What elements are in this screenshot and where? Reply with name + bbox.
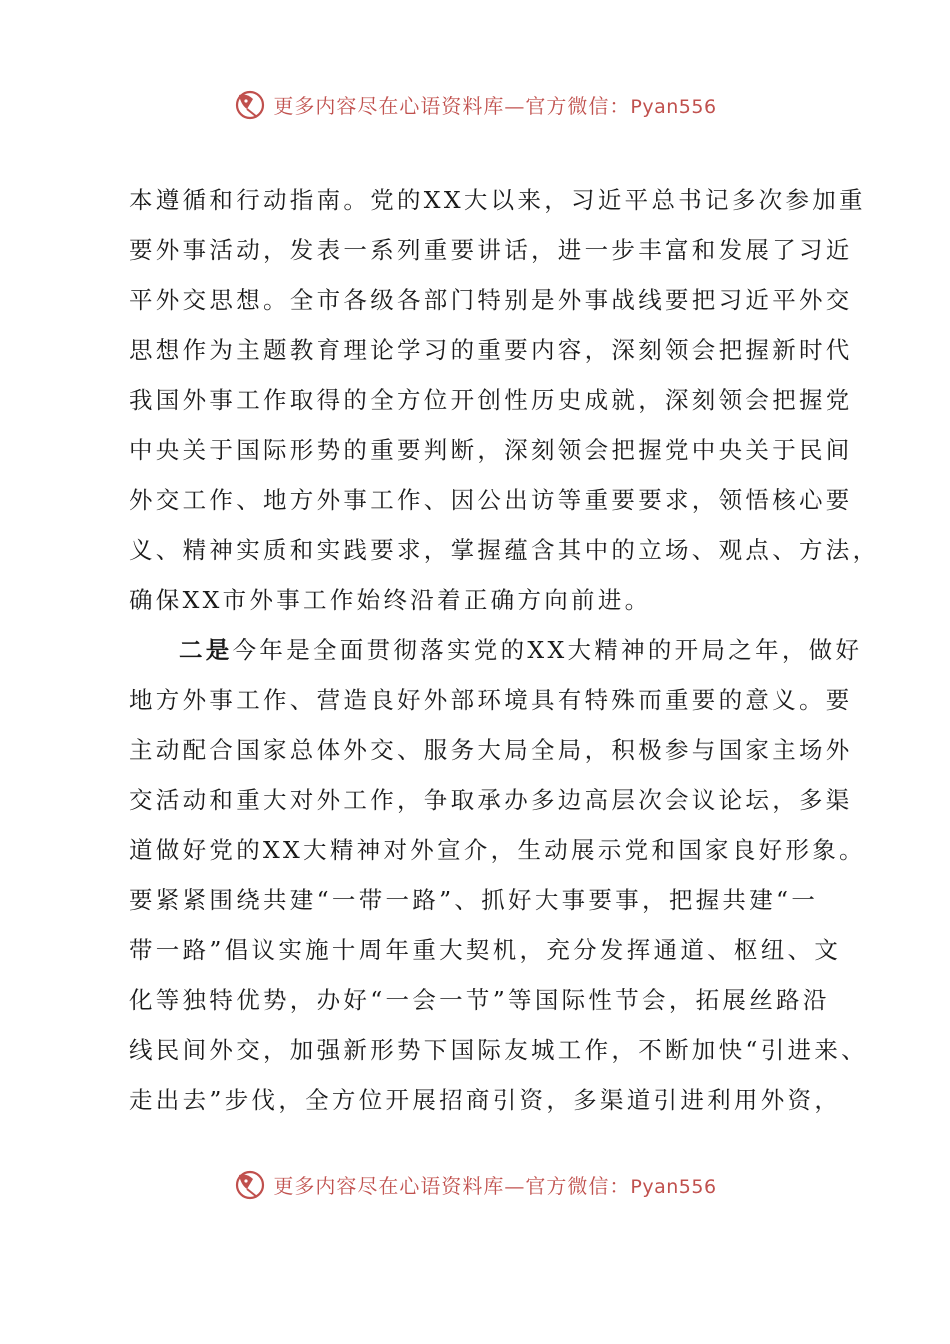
paragraph-2-line: 化等独特优势，办好“一会一节”等国际性节会，拓展丝路沿 xyxy=(129,986,830,1014)
paragraph-1-line: 平外交思想。全市各级各部门特别是外事战线要把习近平外交 xyxy=(129,286,853,314)
paragraph-1-line: 本遵循和行动指南。党的XX大以来，习近平总书记多次参加重 xyxy=(129,186,866,214)
paragraph-2-line: 走出去”步伐，全方位开展招商引资，多渠道引进利用外资， xyxy=(129,1086,842,1114)
paragraph-1-line: 外交工作、地方外事工作、因公出访等重要要求，领悟核心要 xyxy=(129,486,853,514)
document-body xyxy=(129,175,880,1125)
footer-banner xyxy=(0,1164,950,1204)
banner-text: 更多内容尽在心语资料库—官方微信：Pyan556 xyxy=(273,93,717,118)
pen-nib-logo-icon xyxy=(233,87,267,121)
paragraph-1-line: 思想作为主题教育理论学习的重要内容，深刻领会把握新时代 xyxy=(129,336,853,364)
wechat-id: Pyan556 xyxy=(630,95,717,118)
paragraph-2-line: 交活动和重大对外工作，争取承办多边高层次会议论坛，多渠 xyxy=(129,786,853,814)
paragraph-1-line: 要外事活动，发表一系列重要讲话，进一步丰富和发展了习近 xyxy=(129,236,853,264)
paragraph-2-line: 主动配合国家总体外交、服务大局全局，积极参与国家主场外 xyxy=(129,736,853,764)
paragraph-1-line: 我国外事工作取得的全方位开创性历史成就，深刻领会把握党 xyxy=(129,386,853,414)
header-banner xyxy=(0,84,950,124)
paragraph-2-line: 要紧紧围绕共建“一带一路”、抓好大事要事，把握共建“一 xyxy=(129,886,819,914)
paragraph-1-line: 确保XX市外事工作始终沿着正确方向前进。 xyxy=(129,586,652,614)
wechat-id: Pyan556 xyxy=(630,1175,717,1198)
paragraph-2-first-line-text: 今年是全面贯彻落实党的XX大精神的开局之年，做好 xyxy=(232,636,863,664)
paragraph-2-line: 带一路”倡议实施十周年重大契机，充分发挥通道、枢纽、文 xyxy=(129,936,842,964)
paragraph-1-line: 义、精神实质和实践要求，掌握蕴含其中的立场、观点、方法， xyxy=(129,536,880,564)
banner-text: 更多内容尽在心语资料库—官方微信：Pyan556 xyxy=(273,1173,717,1198)
paragraph-2-first-line xyxy=(129,625,863,675)
pen-nib-logo-icon xyxy=(233,1167,267,1201)
paragraph-1-line: 中央关于国际形势的重要判断，深刻领会把握党中央关于民间 xyxy=(129,436,853,464)
paragraph-2-line: 道做好党的XX大精神对外宣介，生动展示党和国家良好形象。 xyxy=(129,836,866,864)
paragraph-2-line: 线民间外交，加强新形势下国际友城工作，不断加快“引进来、 xyxy=(129,1036,868,1064)
paragraph-2-line: 地方外事工作、营造良好外部环境具有特殊而重要的意义。要 xyxy=(129,686,853,714)
paragraph-2-lead: 二是 xyxy=(179,636,233,664)
